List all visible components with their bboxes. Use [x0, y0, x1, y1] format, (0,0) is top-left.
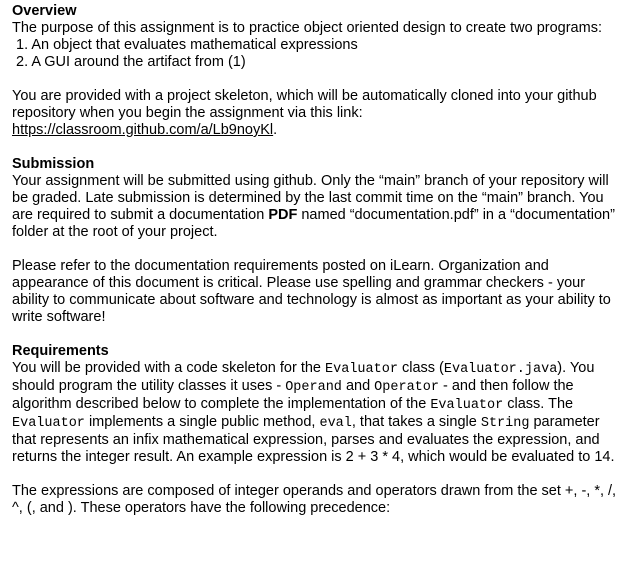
req-text-1: You will be provided with a code skeleton for the: [12, 360, 326, 376]
requirements-paragraph: [12, 360, 618, 466]
code-operator: Operator: [374, 380, 439, 395]
code-string: String: [480, 416, 530, 431]
req-text-8: , that takes a single: [351, 414, 481, 430]
req-text-9: parameter that represents an infix mathematical expression, parses and evaluates the expression, and returns the integer result. An example expression is 2 + 3 * 4, which would be evaluated to 14.: [12, 414, 615, 465]
req-text-3: ). You should program the utility classes it uses -: [12, 360, 595, 394]
pdf-label: PDF: [268, 207, 298, 223]
req-text-6: class. The: [503, 396, 574, 412]
overview-list-item-1: 1. An object that evaluates mathematical expressions: [16, 37, 358, 53]
submission-text-b: named “documentation.pdf” in a “documentation” folder at the root of your project.: [12, 207, 615, 240]
code-operand: Operand: [285, 380, 342, 395]
req-text-7: implements a single public method,: [84, 414, 320, 430]
overview-list: [12, 37, 618, 71]
overview-heading: Overview: [12, 3, 77, 19]
req-text-2: class (: [397, 360, 444, 376]
classroom-link[interactable]: https://classroom.github.com/a/Lb9noyKl: [12, 122, 274, 138]
req-text-4: and: [341, 378, 375, 394]
submission-paragraph: [12, 173, 618, 241]
code-evaluator-3: Evaluator: [12, 416, 85, 431]
document-page: [12, 3, 618, 517]
code-evaluator: Evaluator: [325, 362, 398, 377]
submission-heading: Submission: [12, 156, 95, 172]
overview-list-item-2: 2. A GUI around the artifact from (1): [16, 54, 246, 70]
expressions-paragraph: The expressions are composed of integer operands and operators drawn from the set +, -, *, /, ^, (, and ). These operators have the following precedence:: [12, 483, 617, 516]
code-evaluator-java: Evaluator.java: [443, 362, 558, 377]
overview-intro: The purpose of this assignment is to practice object oriented design to create two programs:: [12, 20, 602, 36]
code-evaluator-2: Evaluator: [430, 398, 504, 413]
code-eval: eval: [319, 416, 352, 431]
requirements-heading: Requirements: [12, 343, 109, 359]
submission-text-a: Your assignment will be submitted using github. Only the “main” branch of your repository will be graded. Late submission is determined by the last commit time on the “main” branch. You are required to submit a documentation: [12, 173, 609, 223]
skeleton-paragraph: [12, 88, 618, 139]
skeleton-period: .: [273, 122, 278, 138]
req-text-5: - and then follow the algorithm described below to complete the implementation of the: [12, 378, 574, 412]
skeleton-text: You are provided with a project skeleton, which will be automatically cloned into your github repository when you begin the assignment via this link:: [12, 88, 597, 121]
documentation-paragraph: Please refer to the documentation requirements posted on iLearn. Organization and appearance of this document is critical. Please use spelling and grammar checkers - your ability to communicate about software and technology is almost as important as your ability to write software!: [12, 258, 611, 325]
